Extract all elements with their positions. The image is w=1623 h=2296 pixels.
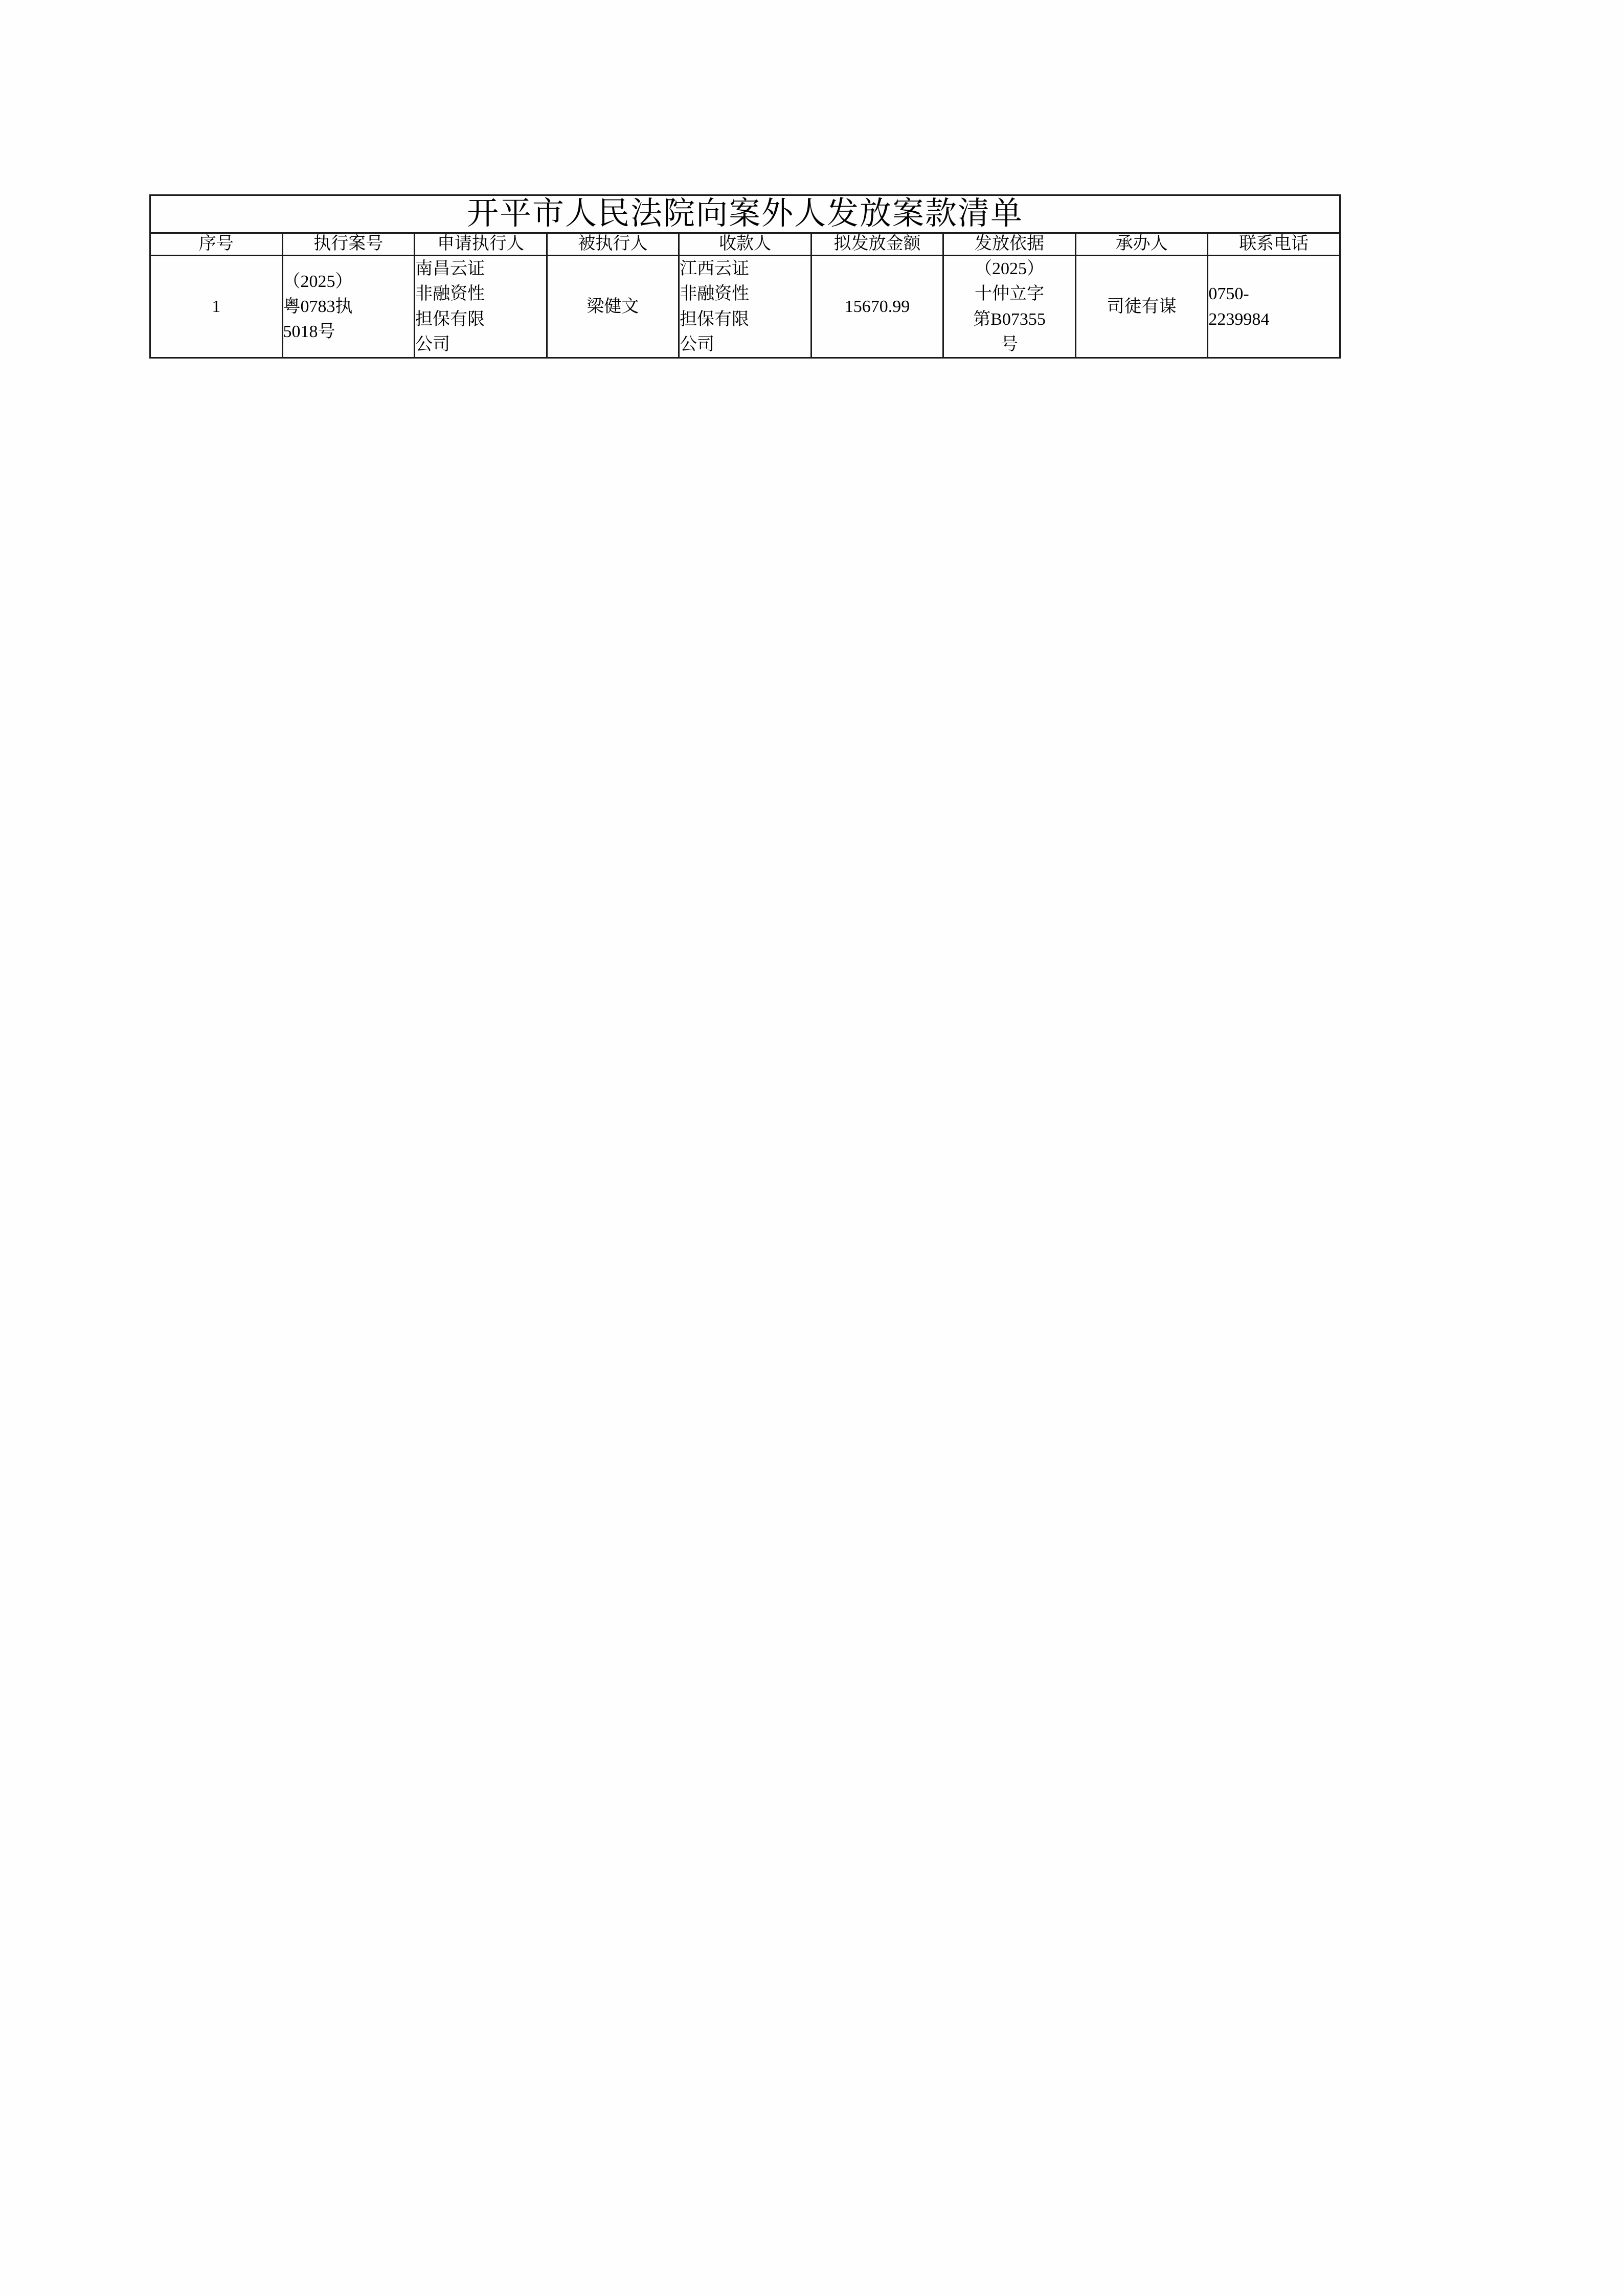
table-title-row: [150, 195, 1340, 233]
column-header-basis: 发放依据: [943, 233, 1076, 256]
cell-payee-line-2: 非融资性: [680, 284, 750, 304]
table-row: [150, 256, 1340, 358]
cell-applicant-line-4: 公司: [415, 335, 450, 354]
cell-payee-line-3: 担保有限: [680, 309, 750, 329]
column-header-phone: 联系电话: [1208, 233, 1340, 256]
cell-handler: 司徒有谋: [1075, 256, 1208, 358]
column-header-amount: 拟发放金额: [811, 233, 943, 256]
cell-phone-line-1: 0750-: [1208, 284, 1249, 304]
cell-applicant: [415, 256, 547, 358]
cell-payee: [679, 256, 812, 358]
cell-applicant-line-3: 担保有限: [415, 309, 485, 329]
case-payment-table: [149, 194, 1341, 359]
cell-respondent: 梁健文: [547, 256, 679, 358]
table-header-row: [150, 233, 1340, 256]
column-header-handler: 承办人: [1075, 233, 1208, 256]
cell-case-no-line-1: （2025）: [283, 272, 353, 291]
column-header-applicant: 申请执行人: [415, 233, 547, 256]
cell-payee-line-4: 公司: [680, 335, 715, 354]
cell-basis-line-3: 第B07355: [973, 309, 1046, 329]
column-header-payee: 收款人: [679, 233, 812, 256]
cell-basis-line-2: 十仲立字: [975, 284, 1045, 304]
cell-case-no-line-3: 5018号: [283, 322, 335, 342]
cell-applicant-line-2: 非融资性: [415, 284, 485, 304]
column-header-respondent: 被执行人: [547, 233, 679, 256]
cell-basis: [943, 256, 1076, 358]
cell-case-no: [282, 256, 415, 358]
column-header-case-no: 执行案号: [282, 233, 415, 256]
page-title: 开平市人民法院向案外人发放案款清单: [150, 195, 1340, 233]
cell-payee-line-1: 江西云证: [680, 259, 750, 279]
cell-seq: 1: [150, 256, 283, 358]
cell-applicant-line-1: 南昌云证: [415, 259, 485, 279]
cell-basis-line-1: （2025）: [975, 259, 1045, 279]
cell-amount: 15670.99: [811, 256, 943, 358]
column-header-seq: 序号: [150, 233, 283, 256]
cell-basis-line-4: 号: [1001, 335, 1019, 354]
cell-phone: [1208, 256, 1340, 358]
cell-phone-line-2: 2239984: [1208, 309, 1270, 329]
cell-case-no-line-2: 粤0783执: [283, 297, 353, 317]
